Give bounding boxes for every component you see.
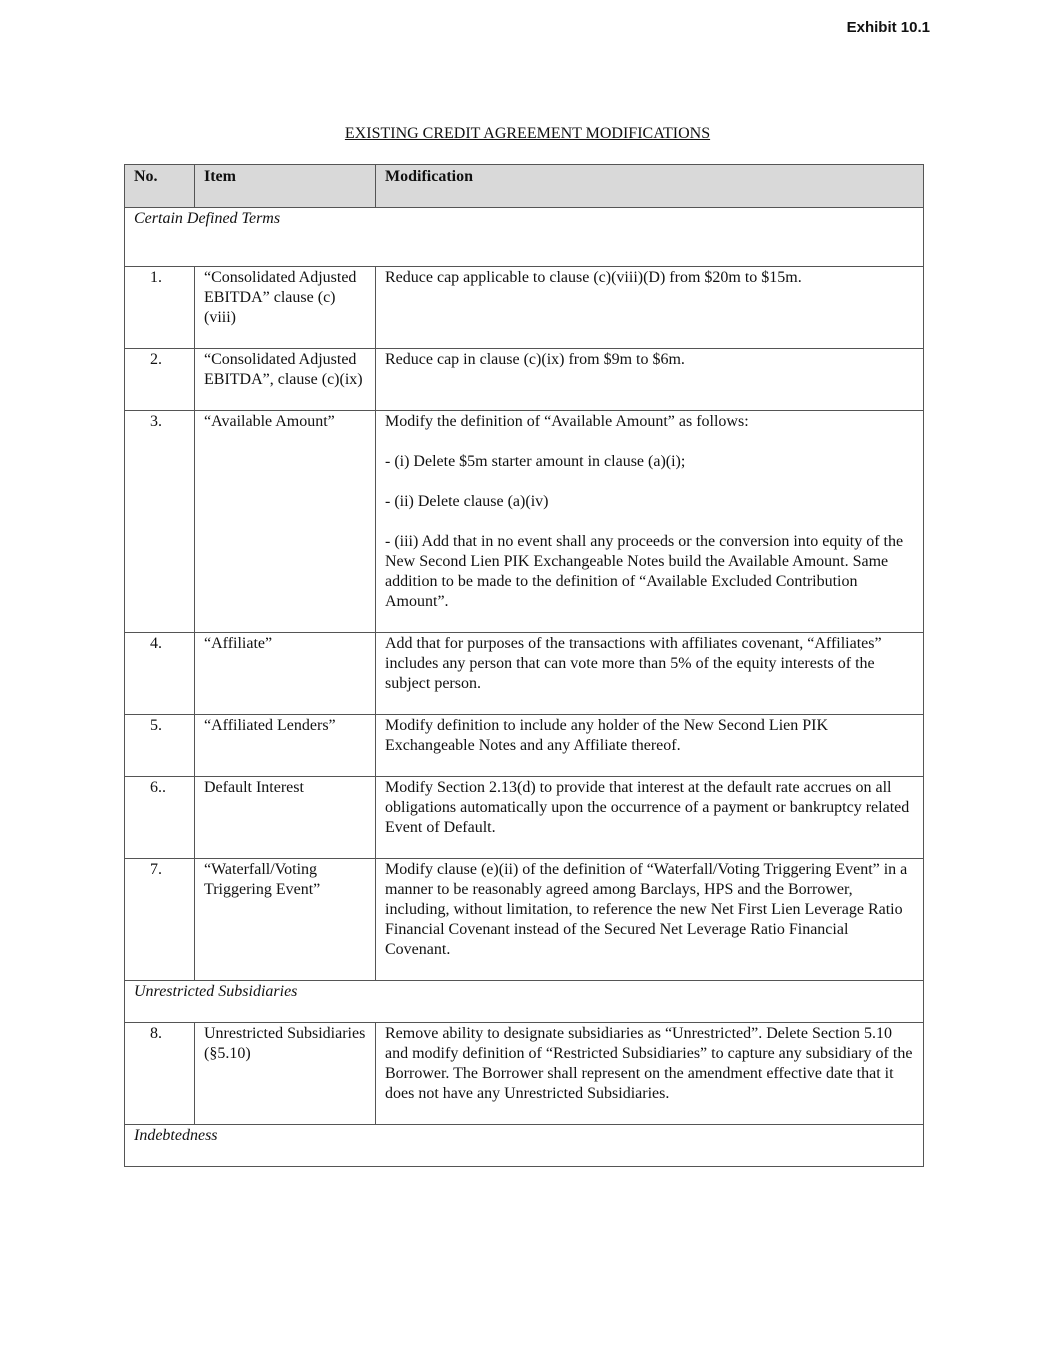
row-item: Unrestricted Subsidiaries (§5.10) [195,1023,376,1125]
row-item: “Available Amount” [195,411,376,633]
document-title: EXISTING CREDIT AGREEMENT MODIFICATIONS [344,125,711,142]
table-row [125,715,924,777]
header-no: No. [125,165,195,208]
row-modification: Add that for purposes of the transactions with affiliates covenant, “Affiliates” includes any person that can vote more than 5% of the equity interests of the subject person. [376,633,924,715]
row-number: 1. [125,267,195,349]
table-row [125,267,924,349]
row-modification: Modify Section 2.13(d) to provide that interest at the default rate accrues on all obligations automatically upon the occurrence of a payment or bankruptcy related Event of Default. [376,777,924,859]
row-number: 3. [125,411,195,633]
header-item: Item [195,165,376,208]
modifications-table [124,164,924,1167]
row-modification: Reduce cap applicable to clause (c)(viii)(D) from $20m to $15m. [376,267,924,349]
section-row [125,981,924,1023]
section-row [125,208,924,267]
row-modification: Remove ability to designate subsidiaries as “Unrestricted”. Delete Section 5.10 and modify definition of “Restricted Subsidiaries” to capture any subsidiary of the Borrower. The Borrower shall represent on the amendment effective date that it does not have any Unrestricted Subsidiaries. [376,1023,924,1125]
section-indebtedness: Indebtedness [125,1125,924,1167]
section-defined-terms: Certain Defined Terms [125,208,924,267]
row-number: 4. [125,633,195,715]
row-modification: Modify definition to include any holder of the New Second Lien PIK Exchangeable Notes and any Affiliate thereof. [376,715,924,777]
row-item: “Waterfall/Voting Triggering Event” [195,859,376,981]
table-header-row [125,165,924,208]
row-number: 8. [125,1023,195,1125]
row-modification: Modify the definition of “Available Amount” as follows: - (i) Delete $5m starter amount in clause (a)(i); - (ii) Delete clause (a)(iv) - (iii) Add that in no event shall any proceeds or the conversion into equity of the New Second Lien PIK Exchangeable Notes build the Available Amount. Same addition to be made to the definition of “Available Excluded Contribution Amount”. [376,411,924,633]
table-row [125,1023,924,1125]
row-number: 2. [125,349,195,411]
table-row [125,633,924,715]
row-number: 6.. [125,777,195,859]
row-item: “Consolidated Adjusted EBITDA”, clause (c)(ix) [195,349,376,411]
table-row [125,349,924,411]
header-modification: Modification [376,165,924,208]
row-item: “Consolidated Adjusted EBITDA” clause (c)(viii) [195,267,376,349]
table-row [125,859,924,981]
section-unrestricted: Unrestricted Subsidiaries [125,981,924,1023]
exhibit-label: Exhibit 10.1 [846,19,930,36]
row-modification: Modify clause (e)(ii) of the definition of “Waterfall/Voting Triggering Event” in a manner to be reasonably agreed among Barclays, HPS and the Borrower, including, without limitation, to reference the new Net First Lien Leverage Ratio Financial Covenant instead of the Secured Net Leverage Ratio Financial Covenant. [376,859,924,981]
row-number: 5. [125,715,195,777]
row-modification: Reduce cap in clause (c)(ix) from $9m to $6m. [376,349,924,411]
section-row [125,1125,924,1167]
table-row [125,411,924,633]
table-row [125,777,924,859]
row-item: “Affiliate” [195,633,376,715]
row-item: Default Interest [195,777,376,859]
row-item: “Affiliated Lenders” [195,715,376,777]
row-number: 7. [125,859,195,981]
